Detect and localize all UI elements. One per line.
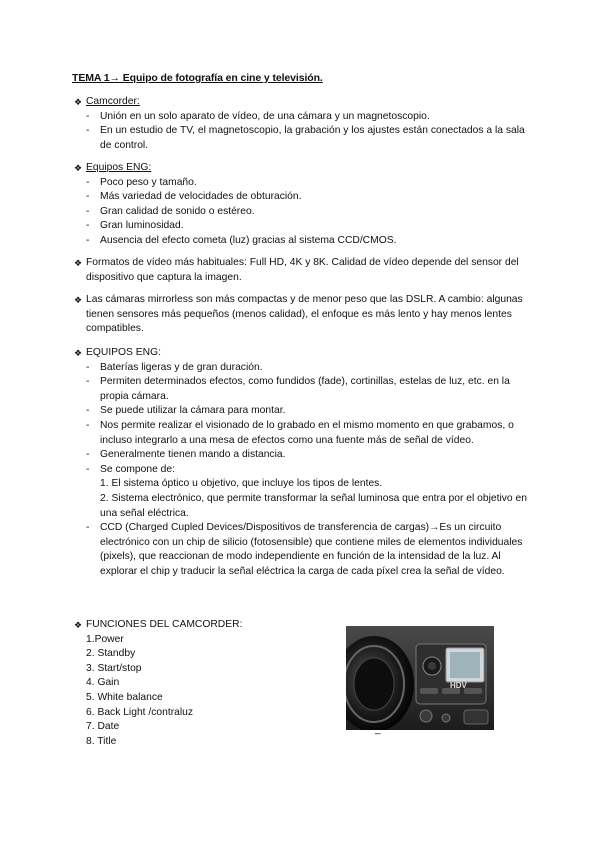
sub-item: 1. El sistema óptico u objetivo, que incluye los tipos de lentes. <box>100 478 383 490</box>
page-title: TEMA 1→ Equipo de fotografía en cine y televisión. <box>72 72 323 84</box>
list-item: - Se compone de: 1. El sistema óptico u objetivo, que incluye los tipos de lentes. 2. Sistema electrónico, que permite transformar la señal luminosa que entra por el objetivo en una señal eléctrica. <box>74 463 534 521</box>
list-item: - Ausencia del efecto cometa (luz) gracias al sistema CCD/CMOS. <box>86 234 397 246</box>
eng-section-1 <box>74 161 534 249</box>
eng1-heading-row <box>74 161 534 176</box>
list-item: - Gran calidad de sonido o estéreo. <box>86 205 255 217</box>
list-item: 6. Back Light /contraluz <box>86 706 194 718</box>
funciones-list <box>74 633 334 750</box>
list-item: - Permiten determinados efectos, como fundidos (fade), cortinillas, estelas de luz, etc. en la propia cámara. <box>86 376 510 402</box>
list-item-text: Gran calidad de sonido o estéreo. <box>100 205 255 217</box>
diamond-bullet-icon: ❖ <box>74 258 83 268</box>
list-item: - CCD (Charged Cupled Devices/Dispositivos de transferencia de cargas)→Es un circuito electrónico con un chip de silicio (fotosensible) que contiene miles de elementos individuales (pixels), que reaccionan de modo independiente en función de la intensidad de la luz. Al explorar el chip y traducir la señal eléctrica la carga de cada píxel crea la señal de vídeo. <box>86 522 523 577</box>
diamond-bullet-icon: ❖ <box>74 620 83 630</box>
list-item: 7. Date <box>86 721 120 733</box>
list-item-text: Poco peso y tamaño. <box>100 176 197 188</box>
funciones-section <box>74 618 334 749</box>
diamond-bullet-icon: ❖ <box>74 295 83 305</box>
formatos-section <box>74 256 534 285</box>
list-item: - Se puede utilizar la cámara para montar. <box>86 405 286 417</box>
list-item-text: Baterías ligeras y de gran duración. <box>100 361 263 373</box>
camcorder-section <box>74 95 534 153</box>
diamond-bullet-icon: ❖ <box>74 163 83 173</box>
formatos-text: Formatos de vídeo más habituales: Full HD, 4K y 8K. Calidad de vídeo depende del sensor del dispositivo que captura la imagen. <box>86 257 519 283</box>
hdv-label: HDV <box>450 681 467 690</box>
camcorder-heading-row <box>74 95 534 110</box>
list-item-text: En un estudio de TV, el magnetoscopio, la grabación y los ajustes están conectados a la sala de control. <box>100 125 525 151</box>
sub-item: 2. Sistema electrónico, que permite transformar la señal luminosa que entra por el objetivo en una señal eléctrica. <box>100 492 527 519</box>
list-item: - Poco peso y tamaño. <box>86 176 197 188</box>
diamond-bullet-icon: ❖ <box>74 348 83 358</box>
formatos-paragraph <box>74 256 534 285</box>
list-item: 1.Power <box>86 633 124 645</box>
list-item: 8. Title <box>86 735 117 747</box>
list-item: - Unión en un solo aparato de vídeo, de una cámara y un magnetoscopio. <box>86 110 430 122</box>
eng1-list <box>74 176 534 249</box>
funciones-heading: FUNCIONES DEL CAMCORDER: <box>86 619 243 630</box>
list-item: - En un estudio de TV, el magnetoscopio, la grabación y los ajustes están conectados a la sala de control. <box>86 125 525 151</box>
list-item: 3. Start/stop <box>86 662 142 674</box>
list-item-text: Generalmente tienen mando a distancia. <box>100 449 286 461</box>
diamond-bullet-icon: ❖ <box>74 97 83 107</box>
list-item: 4. Gain <box>86 677 120 689</box>
list-item-text: Gran luminosidad. <box>100 220 184 232</box>
list-item-text: Unión en un solo aparato de vídeo, de una cámara y un magnetoscopio. <box>100 110 430 122</box>
list-item: - Generalmente tienen mando a distancia. <box>86 449 286 461</box>
camcorder-illustration <box>346 626 494 730</box>
mirrorless-section <box>74 293 534 337</box>
eng1-heading: Equipos ENG: <box>86 162 152 173</box>
eng2-heading: EQUIPOS ENG: <box>86 347 161 358</box>
list-item: 5. White balance <box>86 691 163 703</box>
list-item-text: Nos permite realizar el visionado de lo grabado en el mismo momento en que grabamos, o incluso integrarlo a una mesa de efectos como una fuente más de señal de vídeo. <box>100 419 514 446</box>
mirrorless-paragraph <box>74 293 534 337</box>
camcorder-heading: Camcorder: <box>86 96 140 107</box>
list-item: - Más variedad de velocidades de obturación. <box>86 191 302 203</box>
list-item-text: Más variedad de velocidades de obturación. <box>100 191 302 203</box>
list-item: 2. Standby <box>86 648 136 660</box>
list-item-text: Se compone de: <box>100 463 175 475</box>
eng2-heading-row <box>74 346 534 361</box>
list-item: - Nos permite realizar el visionado de lo grabado en el mismo momento en que grabamos, o incluso integrarlo a una mesa de efectos como una fuente más de señal de vídeo. <box>86 419 514 446</box>
eng-section-2 <box>74 346 534 580</box>
list-item-text: Ausencia del efecto cometa (luz) gracias al sistema CCD/CMOS. <box>100 234 397 246</box>
camcorder-list <box>74 110 534 154</box>
list-item-text: Se puede utilizar la cámara para montar. <box>100 405 286 417</box>
mirrorless-text: Las cámaras mirrorless son más compactas y de menor peso que las DSLR. A cambio: algunas tienen sensores más pequeños (menos calidad), el enfoque es más lento y hay menos lentes compatibles. <box>86 294 523 335</box>
list-item-text: Permiten determinados efectos, como fundidos (fade), cortinillas, estelas de luz, etc. en la propia cámara. <box>100 376 510 402</box>
eng2-list <box>74 361 534 580</box>
list-item-text: CCD (Charged Cupled Devices/Dispositivos de transferencia de cargas)→Es un circuito electrónico con un chip de silicio (fotosensible) que contiene miles de elementos individuales (pixels), que reaccionan de modo independiente en función de la intensidad de la luz. Al explorar el chip y traducir la señal eléctrica la carga de cada píxel crea la señal de vídeo. <box>100 522 523 577</box>
list-item: - Baterías ligeras y de gran duración. <box>86 361 263 373</box>
stray-underscore: _ <box>375 724 381 735</box>
camcorder-photo <box>346 626 494 730</box>
list-item: - Gran luminosidad. <box>86 220 184 232</box>
funciones-heading-row <box>74 618 334 633</box>
